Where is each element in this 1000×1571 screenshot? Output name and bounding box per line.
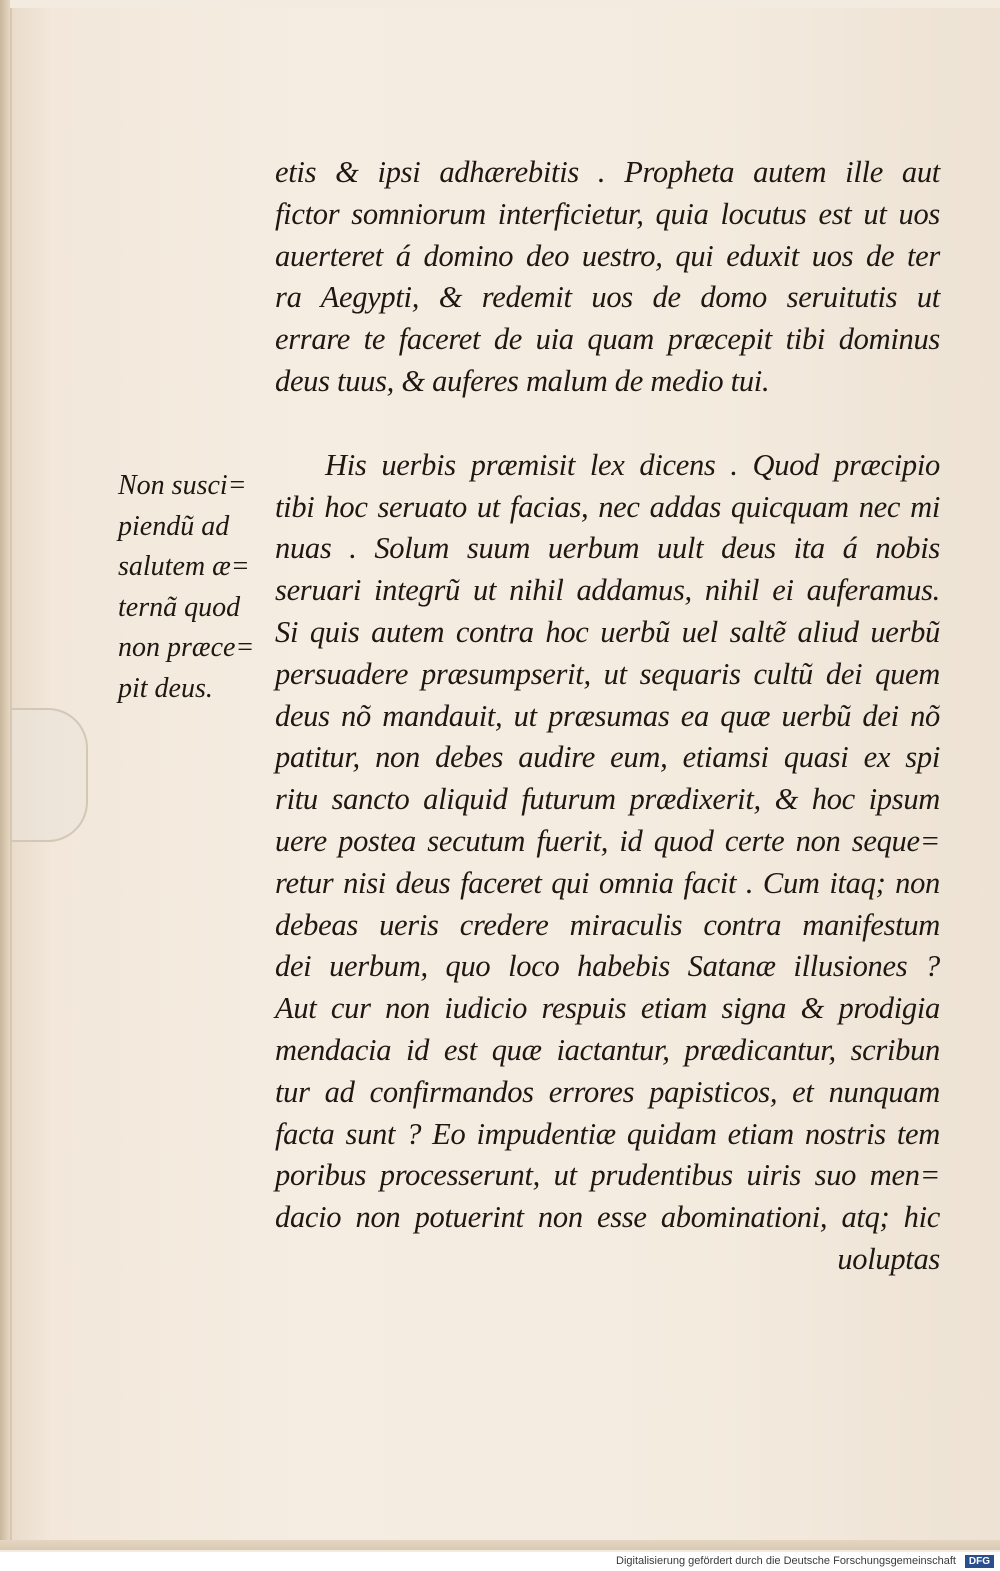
text-line: Si quis autem contra hoc uerbũ uel saltẽ aliud uerbũ: [275, 614, 940, 649]
text-line: Aut cur non iudicio respuis etiam signa & prodigia: [275, 991, 940, 1026]
text-line: seruari integrũ ut nihil addamus, nihil ei auferamus.: [275, 573, 940, 608]
margin-note-line: salutem æ=: [118, 551, 250, 582]
book-spine: [0, 0, 10, 1546]
text-line: poribus processerunt, ut prudentibus uiris suo men=: [275, 1158, 940, 1193]
text-line: auerteret á domino deo uestro, qui eduxit uos de ter: [275, 238, 940, 273]
text-line: uere postea secutum fuerit, id quod certe non seque=: [275, 823, 940, 858]
margin-note-line: Non susci=: [118, 470, 247, 501]
margin-note-line: ternã quod: [118, 591, 241, 623]
main-text: [275, 152, 940, 1281]
text-line: patitur, non debes audire eum, etiamsi quasi ex spi: [275, 740, 940, 775]
text-line: retur nisi deus faceret qui omnia facit . Cum itaq; non: [275, 865, 940, 900]
text-line: deus tuus, & auferes malum de medio tui.: [275, 363, 770, 398]
text-line: debeas ueris credere miraculis contra manifestum: [275, 907, 940, 942]
catchword: uoluptas: [837, 1241, 940, 1276]
text-line: dei uerbum, quo loco habebis Satanæ illusiones ?: [275, 949, 940, 984]
margin-note-line: non præce=: [118, 632, 255, 663]
margin-note: [118, 466, 268, 709]
dfg-logo: DFG: [965, 1555, 994, 1568]
text-line: errare te faceret de uia quam præcepit tibi dominus: [275, 322, 940, 357]
text-line: etis & ipsi adhærebitis . Propheta autem ille aut: [275, 155, 940, 189]
text-line: mendacia id est quæ iactantur, prædicantur, scribun: [275, 1032, 940, 1067]
margin-note-line: pit deus.: [118, 672, 213, 704]
text-line: persuadere præsumpserit, ut sequaris cultũ dei quem: [275, 656, 940, 691]
text-line: ritu sancto aliquid futurum prædixerit, & hoc ipsum: [275, 782, 940, 817]
text-line: ra Aegypti, & redemit uos de domo seruitutis ut: [275, 280, 940, 315]
text-line: facta sunt ? Eo impudentiæ quidam etiam nostris tem: [275, 1116, 940, 1151]
text-line: His uerbis præmisit lex dicens . Quod præcipio: [325, 447, 940, 482]
text-line: fictor somniorum interficietur, quia locutus est ut uos: [275, 196, 940, 231]
text-line: tur ad confirmandos errores papisticos, et nunquam: [275, 1074, 940, 1109]
paragraph-gap: [275, 403, 940, 445]
text-line: nuas . Solum suum uerbum uult deus ita á nobis: [275, 531, 940, 566]
margin-note-line: piendũ ad: [118, 510, 230, 542]
footer-credit: Digitalisierung gefördert durch die Deutsche Forschungsgemeinschaft: [616, 1555, 956, 1567]
text-line: tibi hoc seruato ut facias, nec addas quicquam nec mi: [275, 489, 940, 524]
bookmark-tab: [10, 708, 88, 842]
page-bottom-edge: [0, 1540, 1000, 1550]
text-line: dacio non potuerint non esse abominationi, atq; hic: [275, 1200, 940, 1235]
text-line: deus nõ mandauit, ut præsumas ea quæ uerbũ dei nõ: [275, 698, 940, 733]
